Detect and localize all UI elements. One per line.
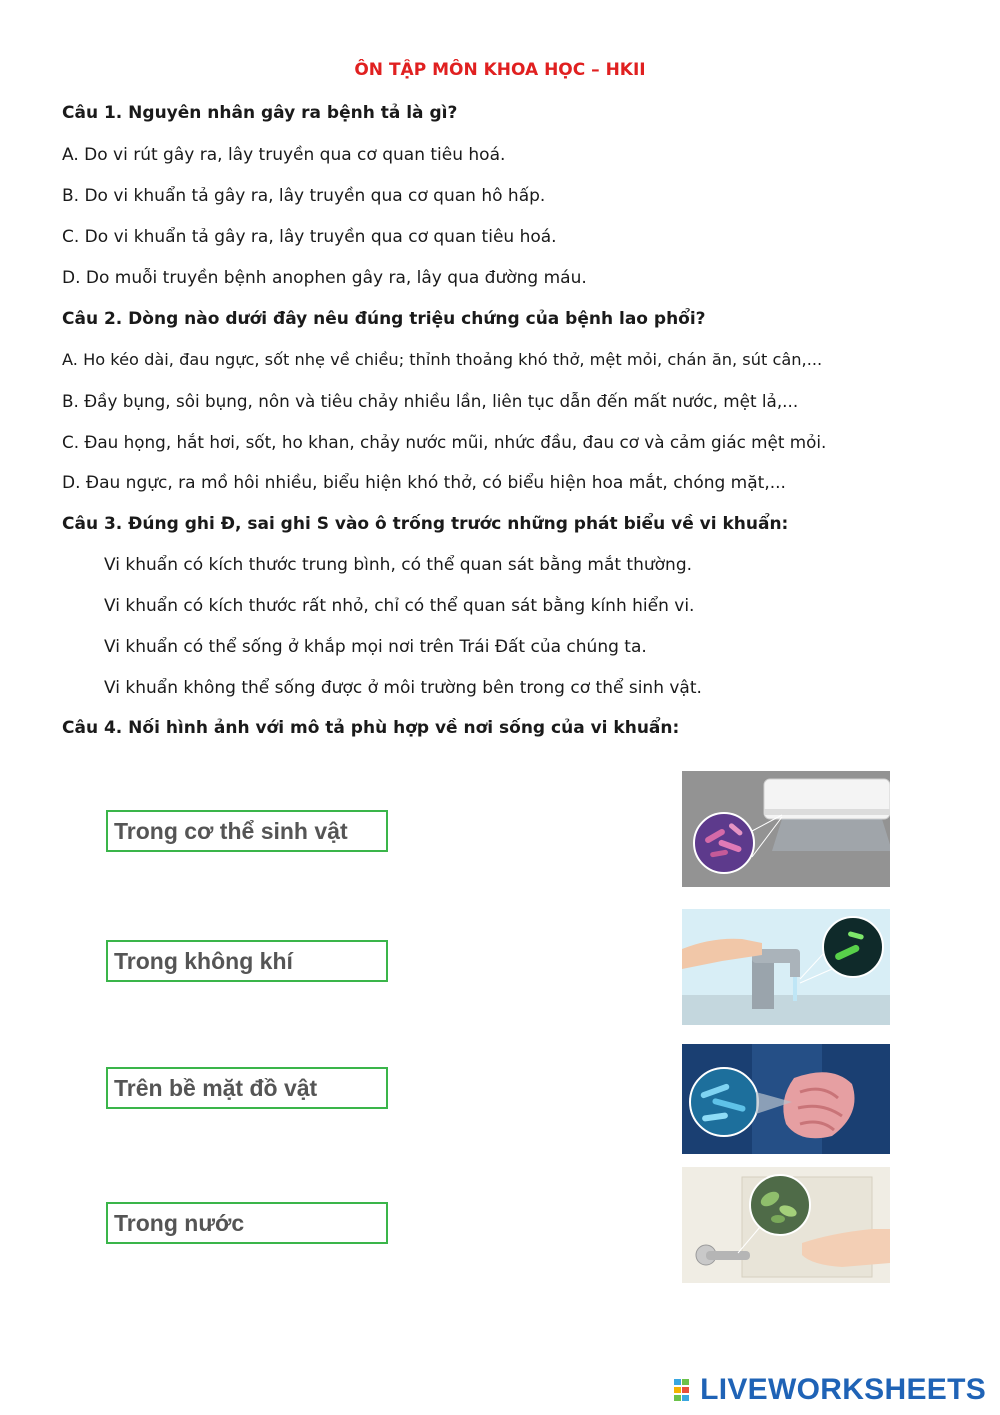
q1-option-d[interactable]: D. Do muỗi truyền bệnh anophen gây ra, lây qua đường máu. xyxy=(62,268,587,288)
liveworksheets-brand: LIVEWORKSHEETS xyxy=(700,1373,986,1406)
intestine-bacteria-image[interactable] xyxy=(682,1044,890,1154)
question-2: Câu 2. Dòng nào dưới đây nêu đúng triệu chứng của bệnh lao phổi? xyxy=(62,309,706,329)
question-4: Câu 4. Nối hình ảnh với mô tả phù hợp về nơi sống của vi khuẩn: xyxy=(62,718,680,738)
match-label-on-objects[interactable]: Trên bề mặt đồ vật xyxy=(106,1067,388,1109)
q1-option-a[interactable]: A. Do vi rút gây ra, lây truyền qua cơ quan tiêu hoá. xyxy=(62,145,506,165)
question-3: Câu 3. Đúng ghi Đ, sai ghi S vào ô trống trước những phát biểu về vi khuẩn: xyxy=(62,514,789,534)
q3-statement-1: Vi khuẩn có kích thước trung bình, có thể quan sát bằng mắt thường. xyxy=(104,555,693,575)
q2-option-a[interactable]: A. Ho kéo dài, đau ngực, sốt nhẹ về chiều; thỉnh thoảng khó thở, mệt mỏi, chán ăn, sút cân,... xyxy=(62,350,823,369)
q2-option-b[interactable]: B. Đầy bụng, sôi bụng, nôn và tiêu chảy nhiều lần, liên tục dẫn đến mất nước, mệt lả,... xyxy=(62,391,799,411)
liveworksheets-logo xyxy=(674,1374,986,1406)
q2-option-c[interactable]: C. Đau họng, hắt hơi, sốt, ho khan, chảy nước mũi, nhức đầu, đau cơ và cảm giác mệt mỏi. xyxy=(62,432,827,452)
page-title: ÔN TẬP MÔN KHOA HỌC – HKII xyxy=(354,60,646,80)
water-tap-bacteria-image[interactable] xyxy=(682,909,890,1025)
air-conditioner-bacteria-image[interactable] xyxy=(682,771,890,887)
match-label-in-organisms[interactable]: Trong cơ thể sinh vật xyxy=(106,810,388,852)
q1-option-b[interactable]: B. Do vi khuẩn tả gây ra, lây truyền qua cơ quan hô hấp. xyxy=(62,186,546,206)
q3-statement-4: Vi khuẩn không thể sống được ở môi trường bên trong cơ thể sinh vật. xyxy=(104,678,702,698)
q3-statement-3: Vi khuẩn có thể sống ở khắp mọi nơi trên Trái Đất của chúng ta. xyxy=(104,637,647,657)
q2-option-d[interactable]: D. Đau ngực, ra mồ hôi nhiều, biểu hiện khó thở, có biểu hiện hoa mắt, chóng mặt,... xyxy=(62,473,786,493)
q1-option-c[interactable]: C. Do vi khuẩn tả gây ra, lây truyền qua cơ quan tiêu hoá. xyxy=(62,227,557,247)
question-1: Câu 1. Nguyên nhân gây ra bệnh tả là gì? xyxy=(62,103,458,123)
door-handle-bacteria-image[interactable] xyxy=(682,1167,890,1283)
match-label-in-water[interactable]: Trong nước xyxy=(106,1202,388,1244)
q3-statement-2: Vi khuẩn có kích thước rất nhỏ, chỉ có thể quan sát bằng kính hiển vi. xyxy=(104,596,695,616)
liveworksheets-icon xyxy=(674,1379,698,1401)
match-label-in-air[interactable]: Trong không khí xyxy=(106,940,388,982)
